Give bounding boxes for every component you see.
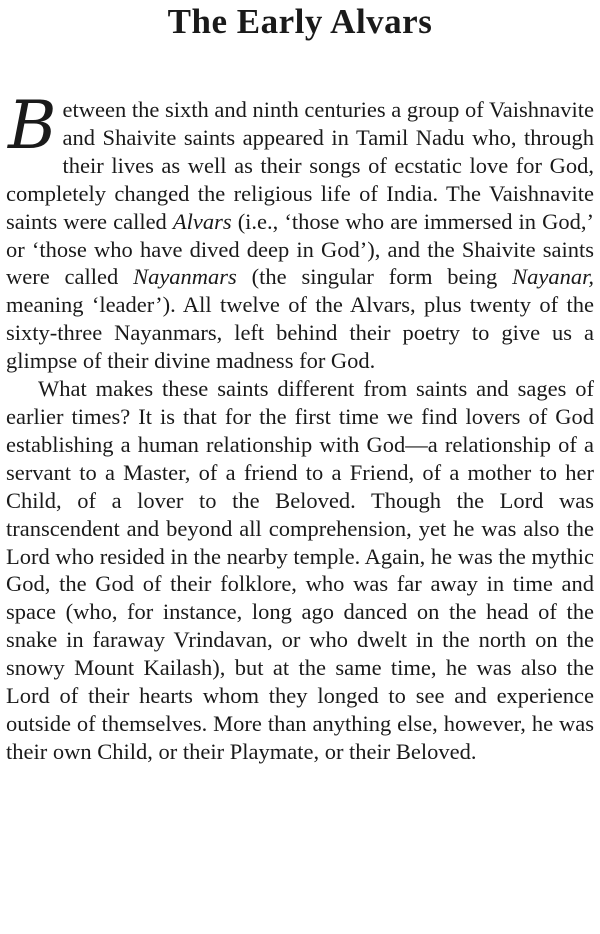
paragraph-1 bbox=[6, 87, 594, 375]
term-nayanmars: Nayanmars bbox=[133, 264, 237, 290]
term-nayanar: Nayanar, bbox=[512, 264, 594, 290]
paragraph-1-segment-2: (i.e., ‘those who are immersed in God,’ or ‘those who have dived deep in God’), and the Shaivite saints were called bbox=[6, 208, 594, 290]
paragraph-1-segment-1: etween the sixth and ninth centuries a group of Vaishnavite and Shaivite saints appeared in Tamil Nadu who, through their lives as well as their songs of ecstatic love for God, completely changed the religious life of India. The Vaishnavite saints were called bbox=[6, 97, 594, 234]
paragraph-2: What makes these saints different from saints and sages of earlier times? It is that for the first time we find lovers of God establishing a human relationship with God—a relationship of a servant to a Master, of a friend to a Friend, of a mother to her Child, of a lover to the Beloved. Though the Lord was transcendent and beyond all comprehension, yet he was also the Lord who resided in the nearby temple. Again, he was the mythic God, the God of their folklore, who was far away in time and space (who, for instance, long ago danced on the head of the snake in faraway Vrindavan, or who dwelt in the north on the snowy Mount Kailash), but at the same time, he was also the Lord of their hearts whom they longed to see and experience outside of themselves. More than anything else, however, he was their own Child, or their Playmate, or their Beloved. bbox=[6, 376, 594, 764]
paragraph-1-segment-3: (the singular form being bbox=[236, 264, 513, 290]
chapter-title: The Early Alvars bbox=[167, 2, 433, 41]
chapter-body bbox=[6, 87, 594, 766]
drop-cap: B bbox=[8, 87, 57, 164]
term-alvars: Alvars bbox=[172, 208, 232, 234]
paragraph-1-segment-4: meaning ‘leader’). All twelve of the Alvars, plus twenty of the sixty-three Nayanmars, left behind their poetry to give us a glimpse of their divine madness for God. bbox=[6, 292, 594, 374]
